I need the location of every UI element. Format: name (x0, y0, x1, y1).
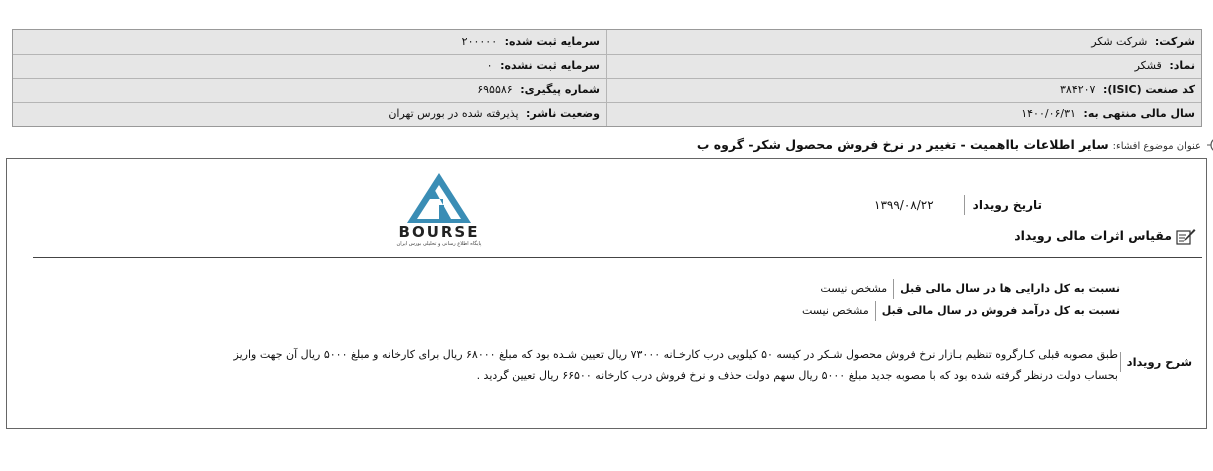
subject-title: سایر اطلاعات بااهمیت - تغییر در نرخ فروش محصول شکر- گروه ب (696, 137, 1109, 152)
event-date-label: تاریخ رویداد (964, 195, 1042, 215)
target-icon (1207, 135, 1213, 155)
info-row-2 (13, 54, 1201, 79)
ratio-revenue-value: مشخص نیست (801, 304, 869, 317)
publisher-status-value: پذیرفته شده در بورس تهران (388, 107, 519, 120)
registered-capital-value: ۲۰۰۰۰۰ (461, 35, 498, 48)
company-value: شرکت شکر (1091, 35, 1148, 48)
section-divider (33, 257, 1202, 258)
symbol-label: نماد: (1169, 59, 1195, 72)
unregistered-capital-value: ۰ (486, 59, 493, 72)
fiscal-year-value: ۱۴۰۰/۰۶/۳۱ (1021, 107, 1076, 120)
financial-impact-title-text: مقیاس اثرات مالی رویداد (1014, 228, 1172, 243)
unregistered-capital-label: سرمایه ثبت نشده: (500, 59, 600, 72)
company-info-table (12, 29, 1202, 127)
isic-cell (607, 78, 1201, 102)
publisher-status-cell (13, 102, 607, 126)
ratio-revenue-label: نسبت به کل درآمد فروش در سال مالی قبل (875, 301, 1120, 321)
fiscal-year-label: سال مالی منتهی به: (1083, 107, 1195, 120)
company-cell (607, 30, 1201, 54)
symbol-cell (607, 54, 1201, 78)
info-row-3 (13, 78, 1201, 103)
bourse-logo-subtitle: پایگاه اطلاع رسانی و تحلیلی بورس ایران (396, 241, 482, 247)
registered-capital-label: سرمایه ثبت شده: (504, 35, 600, 48)
info-row-4 (13, 102, 1201, 126)
event-date-row (874, 195, 1042, 215)
info-row-1 (13, 30, 1201, 55)
subject-label: عنوان موضوع افشاء: (1112, 141, 1201, 152)
event-description-text (108, 344, 1118, 386)
unregistered-capital-cell (13, 54, 607, 78)
financial-impact-title (1014, 225, 1196, 247)
bourse-logo-icon (387, 169, 491, 225)
disclosure-subject (405, 136, 1205, 154)
bourse-logo (387, 169, 491, 251)
tracking-cell (13, 78, 607, 102)
tracking-label: شماره پیگیری: (520, 83, 600, 96)
registered-capital-cell (13, 30, 607, 54)
ratio-assets-row (820, 279, 1120, 299)
ratio-assets-label: نسبت به کل دارایی ها در سال مالی قبل (893, 279, 1120, 299)
isic-value: ۳۸۴۲۰۷ (1060, 83, 1096, 96)
tracking-value: ۶۹۵۵۸۶ (477, 83, 513, 96)
edit-icon (1176, 228, 1196, 246)
fiscal-year-cell (607, 102, 1201, 126)
isic-label: کد صنعت (ISIC): (1102, 83, 1195, 96)
event-details-panel (6, 158, 1207, 429)
event-description-label: شرح رویداد (1120, 352, 1192, 372)
company-label: شرکت: (1154, 35, 1195, 48)
event-description-line-2: بحساب دولت درنظر گرفته شده بود که با مصوبه جدید مبلغ ۵۰۰۰ ریال سهم دولت حذف و نرخ فروش درب کارخانه ۶۶۵۰۰ ریال تعیین گردید . (476, 369, 1118, 382)
bourse-logo-text: BOURSE (398, 223, 480, 241)
event-date-value: ۱۳۹۹/۰۸/۲۲ (874, 198, 934, 212)
publisher-status-label: وضعیت ناشر: (526, 107, 600, 120)
symbol-value: قشکر (1134, 59, 1162, 72)
event-description-line-1: طبق مصوبه قبلی کـارگروه تنظیم بـازار نرخ فروش محصول شـکر در کیسه ۵۰ کیلویی درب کارخـانه ۷۳۰۰۰ ریال تعیین شـده بود که مبلغ ۶۸۰۰۰ ریال برای کارخانه و مبلغ ۵۰۰۰ ریال آن جهت واریز (233, 348, 1118, 361)
ratio-assets-value: مشخص نیست (820, 282, 888, 295)
ratio-revenue-row (802, 301, 1120, 321)
